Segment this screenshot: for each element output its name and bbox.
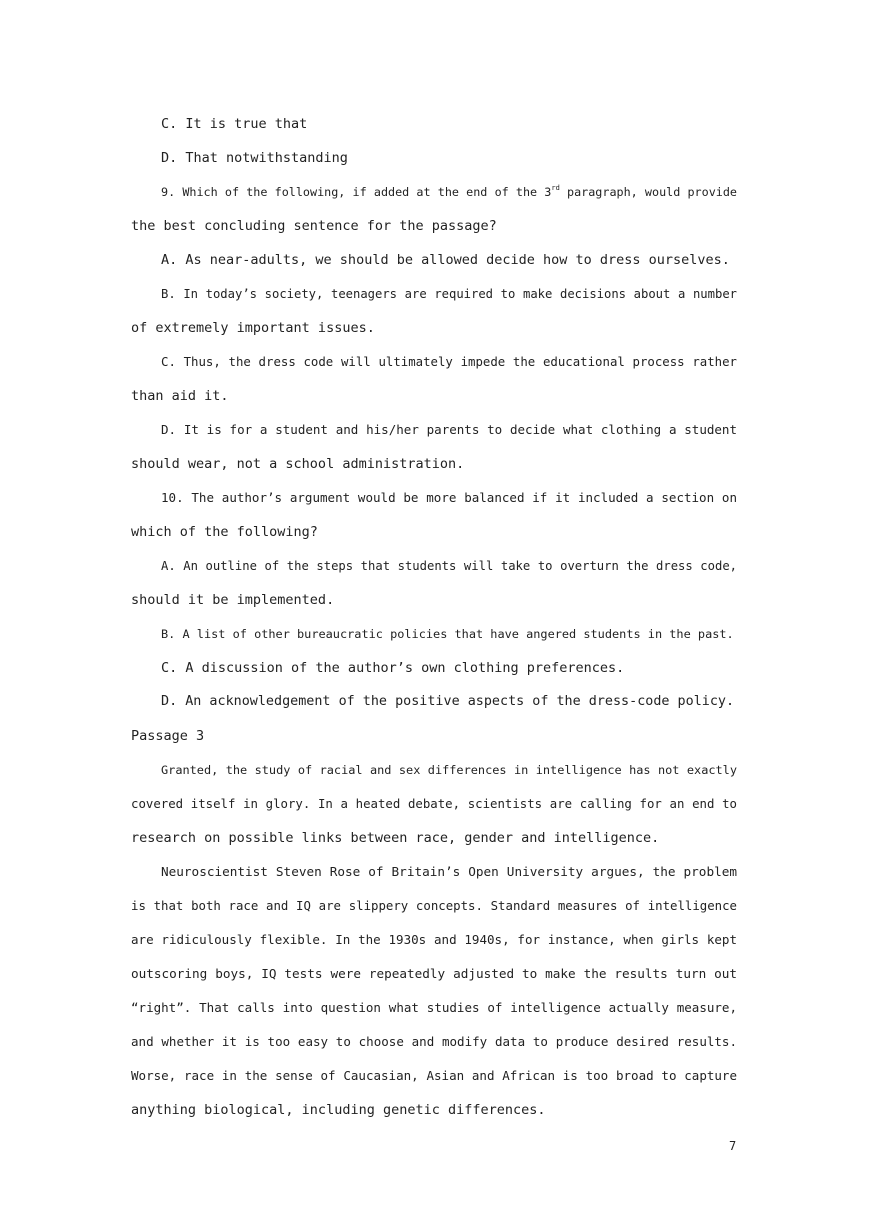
passage-3-para-2-line-5: “right”. That calls into question what studies of intelligence actually measure, [131,1000,737,1015]
option-c-q10: C. A discussion of the author’s own clothing preferences. [161,660,625,676]
passage-3-para-1-line-2: covered itself in glory. In a heated debate, scientists are calling for an end to [131,797,737,811]
option-d-q9-line-1: D. It is for a student and his/her parents to decide what clothing a student [161,422,737,437]
passage-3-para-2-line-6: and whether it is too easy to choose and modify data to produce desired results. [131,1034,737,1049]
option-a-q10-line-2: should it be implemented. [131,592,335,608]
option-b-q9-line-1: B. In today’s society, teenagers are required to make decisions about a number [161,287,737,301]
passage-3-para-2-line-8: anything biological, including genetic differences. [131,1102,546,1118]
question-10-line-2: which of the following? [131,524,318,540]
option-d-q9-line-2: should wear, not a school administration. [131,456,465,472]
question-10-line-1: 10. The author’s argument would be more balanced if it included a section on [161,490,737,505]
option-c-q8: C. It is true that [161,116,308,132]
passage-heading: Passage 3 [131,728,205,744]
passage-3-para-2-line-4: outscoring boys, IQ tests were repeatedly adjusted to make the results turn out [131,966,737,981]
page-number: 7 [729,1139,737,1153]
passage-3-para-1-line-3: research on possible links between race, gender and intelligence. [131,830,660,846]
passage-3-para-2-line-2: is that both race and IQ are slippery concepts. Standard measures of intelligence [131,899,737,913]
question-9-line-1: 9. Which of the following, if added at the end of the 3rd paragraph, would provide [161,184,737,199]
passage-3-para-2-line-3: are ridiculously flexible. In the 1930s and 1940s, for instance, when girls kept [131,932,737,947]
option-c-q9-line-2: than aid it. [131,388,229,404]
option-a-q10-line-1: A. An outline of the steps that students will take to overturn the dress code, [161,559,737,573]
option-b-q9-line-2: of extremely important issues. [131,320,375,336]
passage-3-para-2-line-1: Neuroscientist Steven Rose of Britain’s Open University argues, the problem [161,864,737,879]
option-c-q9-line-1: C. Thus, the dress code will ultimately impede the educational process rather [161,355,737,369]
option-d-q10: D. An acknowledgement of the positive aspects of the dress-code policy. [161,694,735,709]
passage-3-para-2-line-7: Worse, race in the sense of Caucasian, Asian and African is too broad to capture [131,1068,737,1083]
option-d-q8: D. That notwithstanding [161,150,348,166]
passage-3-para-1-line-1: Granted, the study of racial and sex differences in intelligence has not exactly [161,763,737,777]
option-a-q9: A. As near-adults, we should be allowed decide how to dress ourselves. [161,252,730,268]
question-9-line-2: the best concluding sentence for the passage? [131,218,497,234]
document-body [131,107,737,1127]
option-b-q10: B. A list of other bureaucratic policies that have angered students in the past. [161,627,734,641]
